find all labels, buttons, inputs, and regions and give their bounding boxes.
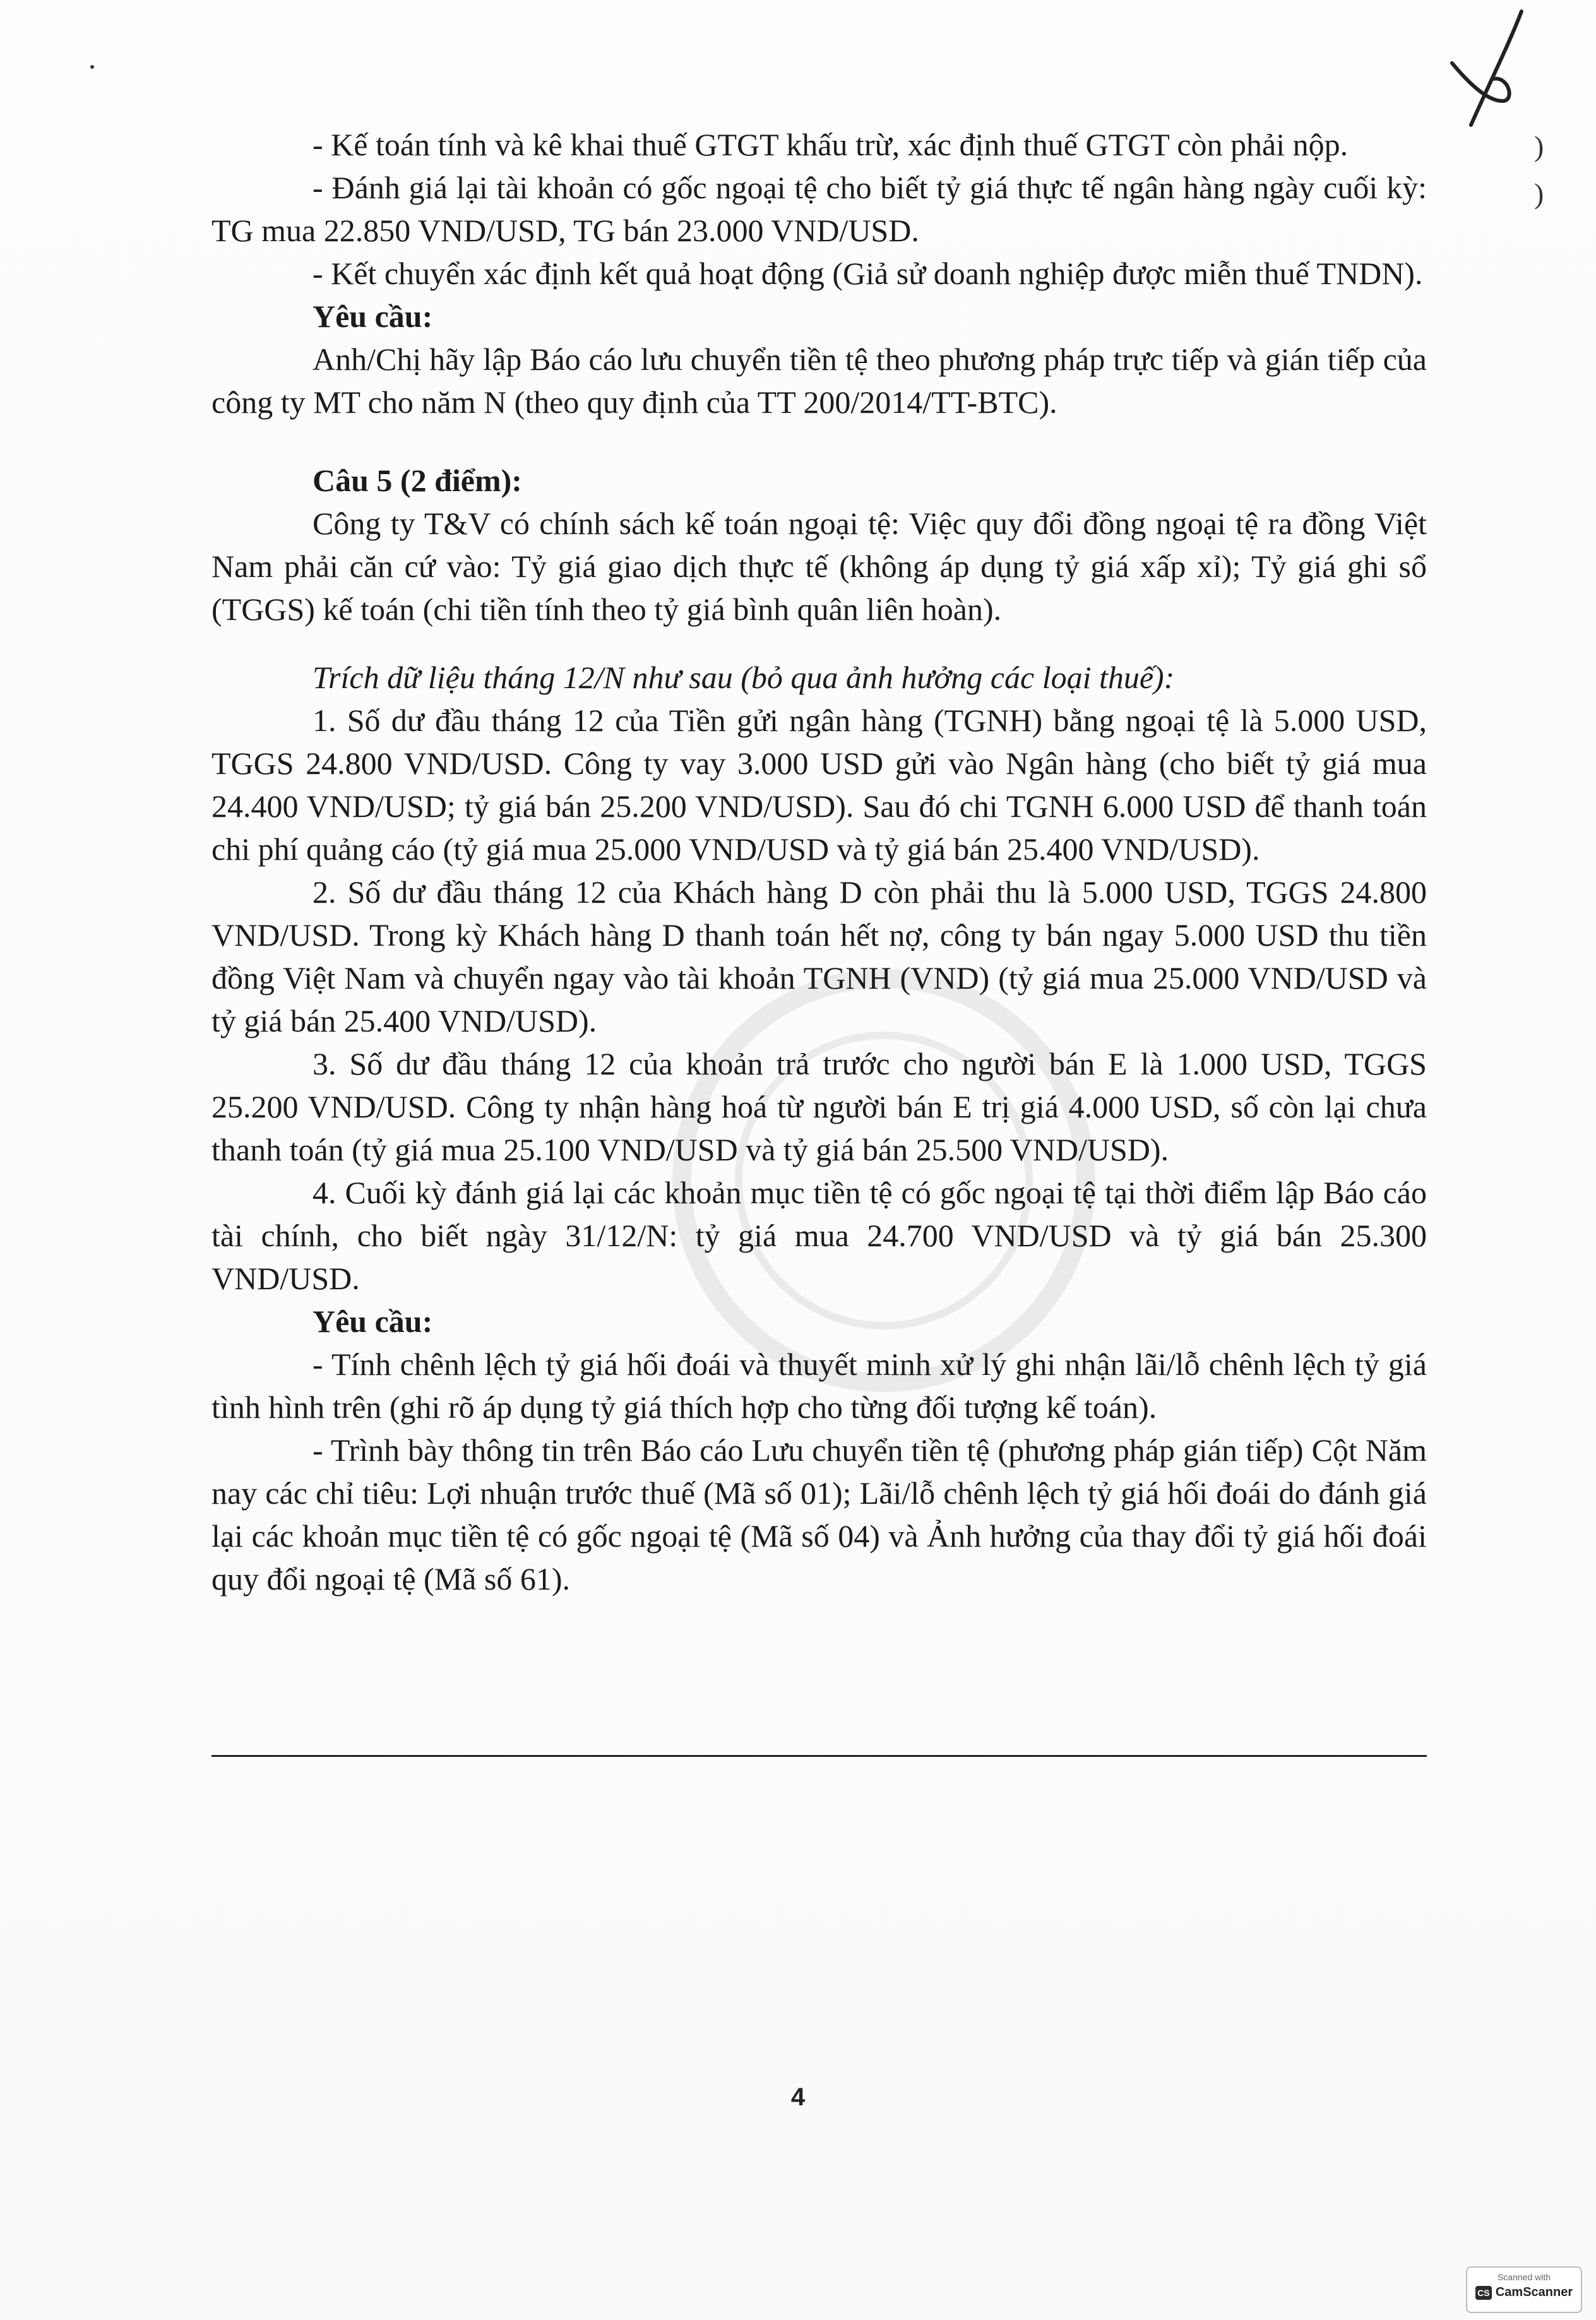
- margin-mark: ): [1534, 177, 1544, 210]
- paragraph: - Kế toán tính và kê khai thuế GTGT khấu trừ, xác định thuế GTGT còn phải nộp.: [313, 127, 1349, 162]
- margin-mark: ): [1534, 130, 1544, 162]
- paragraph: - Đánh giá lại tài khoản có gốc ngoại tệ cho biết tỷ giá thực tế ngân hàng ngày cuối kỳ: TG mua 22.850 VND/USD, TG bán 23.000 VND/USD.: [211, 170, 1427, 248]
- paragraph: Anh/Chị hãy lập Báo cáo lưu chuyển tiền tệ theo phương pháp trực tiếp và gián tiếp của công ty MT cho năm N (theo quy định của TT 200/2014/TT-BTC).: [211, 342, 1427, 420]
- camscanner-icon: CS: [1475, 2286, 1492, 2300]
- list-item: 2. Số dư đầu tháng 12 của Khách hàng D còn phải thu là 5.000 USD, TGGS 24.800 VND/USD. Trong kỳ Khách hàng D thanh toán hết nợ, công ty bán ngay 5.000 USD thu tiền đồng Việt Nam và chuyển ngay vào tài khoản TGNH (VND) (tỷ giá mua 25.000 VND/USD và tỷ giá bán 25.400 VND/USD).: [211, 874, 1427, 1038]
- paragraph: Công ty T&V có chính sách kế toán ngoại tệ: Việc quy đổi đồng ngoại tệ ra đồng Việt Nam phải căn cứ vào: Tỷ giá giao dịch thực tế (không áp dụng tỷ giá xấp xỉ); Tỷ giá ghi sổ (TGGS) kế toán (chi tiền tính theo tỷ giá bình quân liên hoàn).: [211, 506, 1427, 627]
- requirement-heading: Yêu cầu:: [313, 299, 433, 334]
- page-number: 4: [790, 2083, 806, 2111]
- data-intro: Trích dữ liệu tháng 12/N như sau (bỏ qua ảnh hưởng các loại thuế):: [313, 660, 1175, 695]
- paragraph: - Kết chuyển xác định kết quả hoạt động (Giả sử doanh nghiệp được miễn thuế TNDN).: [313, 256, 1423, 291]
- list-item: - Trình bày thông tin trên Báo cáo Lưu chuyển tiền tệ (phương pháp gián tiếp) Cột Năm nay các chỉ tiêu: Lợi nhuận trước thuế (Mã số 01); Lãi/lỗ chênh lệch tỷ giá hối đoái do đánh giá lại các khoản mục tiền tệ có gốc ngoại tệ (Mã số 04) và Ảnh hưởng của thay đổi tỷ giá hối đoái quy đổi ngoại tệ (Mã số 61).: [211, 1432, 1427, 1597]
- question-heading: Câu 5 (2 điểm):: [313, 463, 522, 498]
- list-item: 3. Số dư đầu tháng 12 của khoản trả trước cho người bán E là 1.000 USD, TGGS 25.200 VND/USD. Công ty nhận hàng hoá từ người bán E trị giá 4.000 USD, số còn lại chưa thanh toán (tỷ giá mua 25.100 VND/USD và tỷ giá bán 25.500 VND/USD).: [211, 1046, 1427, 1167]
- handwritten-check-mark: [1433, 6, 1547, 133]
- requirement-heading: Yêu cầu:: [313, 1304, 433, 1339]
- document-body: [211, 123, 1427, 1600]
- list-item: - Tính chênh lệch tỷ giá hối đoái và thuyết minh xử lý ghi nhận lãi/lỗ chênh lệch tỷ giá tình hình trên (ghi rõ áp dụng tỷ giá thích hợp cho từng đối tượng kế toán).: [211, 1347, 1427, 1425]
- camscanner-badge: [1466, 2266, 1582, 2313]
- badge-brand: CamScanner: [1495, 2285, 1573, 2299]
- horizontal-rule: [211, 1755, 1427, 1757]
- list-item: 1. Số dư đầu tháng 12 của Tiền gửi ngân hàng (TGNH) bằng ngoại tệ là 5.000 USD, TGGS 24.800 VND/USD. Công ty vay 3.000 USD gửi vào Ngân hàng (cho biết tỷ giá mua 24.400 VND/USD; tỷ giá bán 25.200 VND/USD). Sau đó chi TGNH 6.000 USD để thanh toán chi phí quảng cáo (tỷ giá mua 25.000 VND/USD và tỷ giá bán 25.400 VND/USD).: [211, 703, 1427, 867]
- scan-speck: [90, 65, 94, 69]
- list-item: 4. Cuối kỳ đánh giá lại các khoản mục tiền tệ có gốc ngoại tệ tại thời điểm lập Báo cáo tài chính, cho biết ngày 31/12/N: tỷ giá mua 24.700 VND/USD và tỷ giá bán 25.300 VND/USD.: [211, 1175, 1427, 1296]
- badge-caption: Scanned with: [1497, 2272, 1551, 2282]
